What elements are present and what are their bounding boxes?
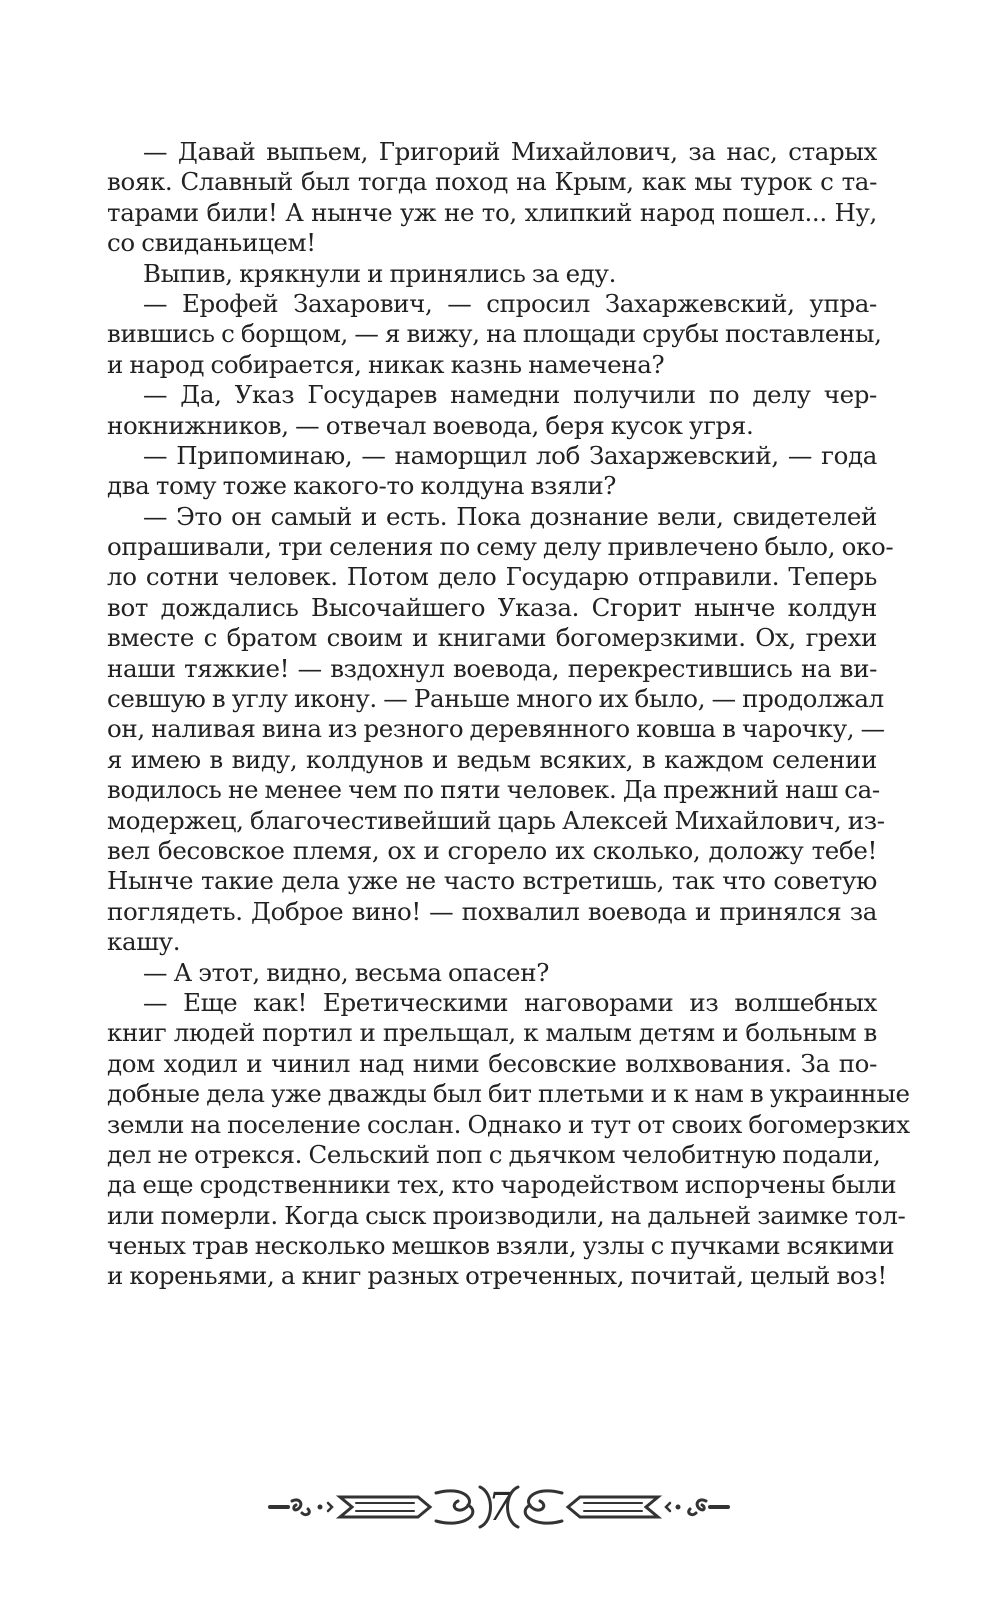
text-line: да еще сродственники тех, кто чародейством испорчены были — [107, 1170, 897, 1200]
text-line: добные дела уже дважды был бит плетьми и к нам в украинные — [107, 1079, 910, 1109]
text-line: или померли. Когда сыск производили, на дальней заимке тол- — [107, 1200, 906, 1230]
text-line: водилось не менее чем по пяти человек. Да прежний наш са- — [107, 775, 880, 805]
text-line: со свиданьицем! — [107, 228, 316, 258]
text-line: дел не отрекся. Сельский поп с дьячком челобитную подали, — [107, 1139, 881, 1169]
text-line: Нынче такие дела уже не часто встретишь, так что советую — [107, 866, 877, 896]
text-line: — Это он самый и есть. Пока дознание вели, свидетелей — [143, 501, 877, 531]
text-line: — Еще как! Еретическими наговорами из волшебных — [143, 987, 877, 1017]
text-line: ченых трав несколько мешков взяли, узлы с пучками всякими — [107, 1231, 895, 1261]
text-line: и кореньями, а книг разных отреченных, почитай, целый воз! — [107, 1261, 887, 1291]
text-line: два тому тоже какого-то колдуна взяли? — [107, 471, 617, 501]
text-line: дом ходил и чинил над ними бесовские волхвования. За по- — [107, 1048, 877, 1078]
text-line: книг людей портил и прельщал, к малым детям и больным в — [107, 1018, 877, 1048]
text-line: вместе с братом своим и книгами богомерзкими. Ох, грехи — [107, 623, 877, 653]
scroll-ornament-left-icon — [268, 1483, 498, 1531]
text-line: нокнижников, — отвечал воевода, беря кусок угря. — [107, 410, 754, 440]
page-number: 7 — [487, 1485, 513, 1529]
text-line: — А этот, видно, весьма опасен? — [143, 957, 549, 987]
text-line: вел бесовское племя, ох и сгорело их сколько, доложу тебе! — [107, 835, 877, 865]
scroll-ornament-right-icon — [500, 1483, 730, 1531]
text-line: я имею в виду, колдунов и ведьм всяких, в каждом селении — [107, 744, 877, 774]
text-line: — Да, Указ Государев намедни получили по делу чер- — [143, 380, 877, 410]
text-line: вот дождались Высочайшего Указа. Сгорит нынче колдун — [107, 592, 877, 622]
text-line: опрашивали, три селения по сему делу привлечено было, око- — [107, 532, 894, 562]
text-line: — Ерофей Захарович, — спросил Захаржевский, упра- — [143, 288, 877, 318]
text-line: земли на поселение сослан. Однако и тут от своих богомерзких — [107, 1109, 910, 1139]
text-line: вояк. Славный был тогда поход на Крым, как мы турок с та- — [107, 167, 877, 197]
text-line: ло сотни человек. Потом дело Государю отправили. Теперь — [107, 562, 877, 592]
text-line: вившись с борщом, — я вижу, на площади срубы поставлены, — [107, 319, 882, 349]
text-line: модержец, благочестивейший царь Алексей Михайлович, из- — [107, 805, 885, 835]
text-line: тарами били! А нынче уж не то, хлипкий народ пошел... Ну, — [107, 197, 877, 227]
text-line: — Припоминаю, — наморщил лоб Захаржевский, — года — [143, 440, 877, 470]
page-body-text — [107, 137, 910, 1292]
text-line: — Давай выпьем, Григорий Михайлович, за нас, старых — [143, 137, 877, 166]
text-line: кашу. — [107, 927, 181, 957]
text-line: и народ собирается, никак казнь намечена? — [107, 349, 665, 379]
text-line: поглядеть. Доброе вино! — похвалил воевода и принялся за — [107, 896, 877, 926]
text-line: севшую в углу икону. — Раньше много их было, — продолжал — [107, 684, 884, 714]
text-line: наши тяжкие! — вздохнул воевода, перекрестившись на ви- — [107, 653, 877, 683]
text-line: Выпив, крякнули и принялись за еду. — [143, 258, 617, 288]
page-footer — [0, 1475, 1000, 1555]
text-line: он, наливая вина из резного деревянного ковша в чарочку, — — [107, 714, 885, 744]
